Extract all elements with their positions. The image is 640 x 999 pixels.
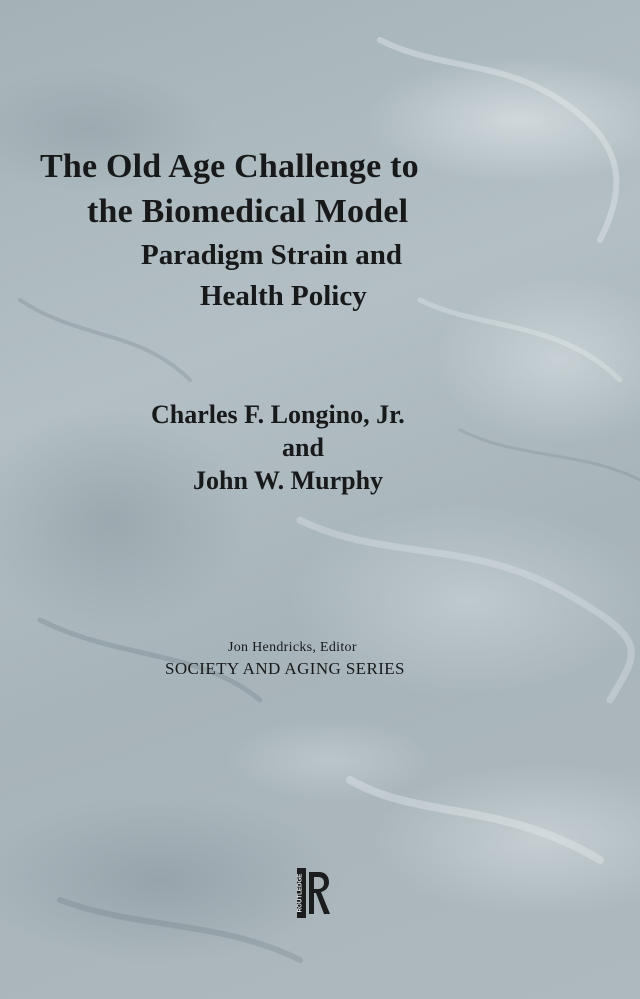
subtitle-line-1: Paradigm Strain and [141,239,403,271]
routledge-logo [297,868,331,918]
series-editor: Jon Hendricks, Editor [228,640,357,655]
author-conjunction: and [282,433,324,462]
author-2: John W. Murphy [193,466,384,495]
title-line-2: the Biomedical Model [87,193,409,230]
series-name: SOCIETY AND AGING SERIES [165,659,405,678]
logo-text: ROUTLEDGE [297,873,304,913]
routledge-logo-icon [297,868,331,918]
subtitle-line-2: Health Policy [200,280,367,312]
author-1: Charles F. Longino, Jr. [151,400,405,429]
title-line-1: The Old Age Challenge to [40,148,419,185]
